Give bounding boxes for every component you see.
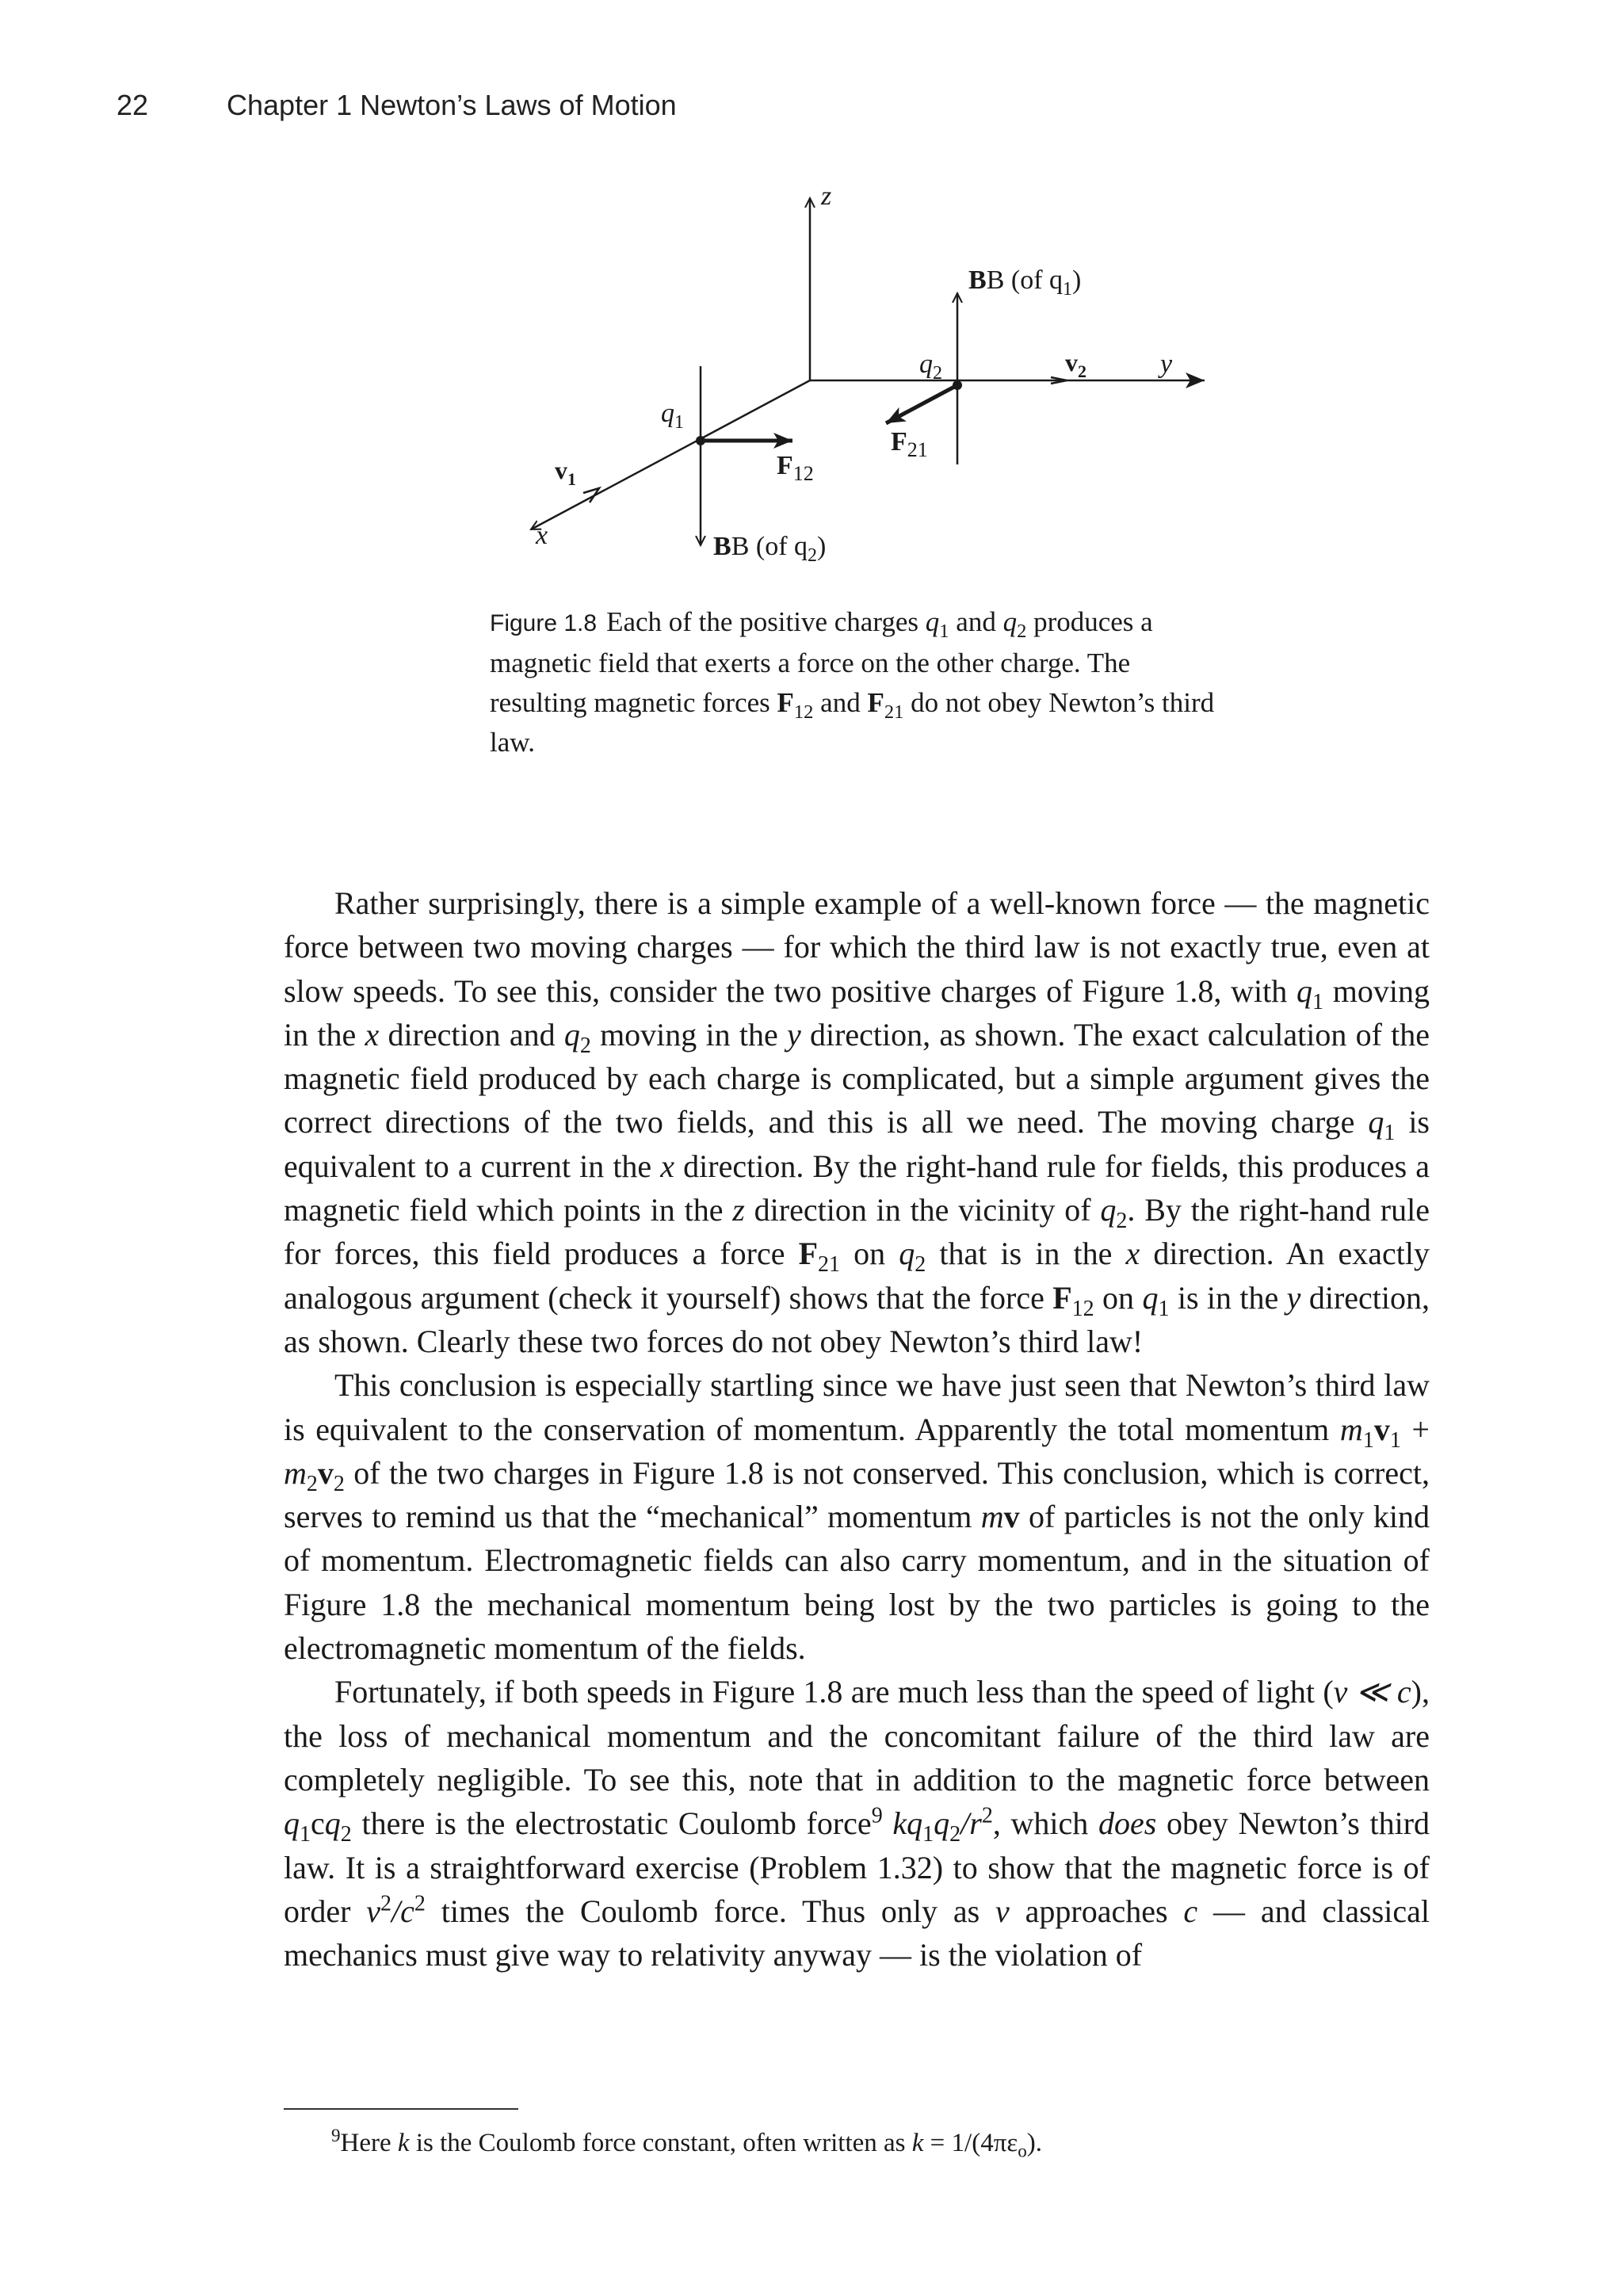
b-of-q2-label: BB (of $q_2$) (713, 532, 827, 566)
figure-diagram (0, 0, 1623, 571)
q1-charge-dot (696, 436, 705, 445)
f21-arrow (886, 385, 957, 423)
f21-label: $F_{21}$ (891, 427, 928, 461)
q2-label: $q_2$ (919, 350, 942, 384)
v1-label: $v_1$ (555, 456, 576, 489)
f12-label: $F_{12}$ (777, 451, 814, 485)
footnote: $^9$Here k is the Coulomb force constant, often written as $k = 1/(4\pi\varepsilon_o)$. (331, 2125, 1043, 2161)
footnote-number: 9 (331, 2125, 341, 2145)
footnote-rule (284, 2108, 518, 2110)
figure-label: Figure 1.8 (490, 610, 598, 636)
paragraph-3: Fortunately, if both speeds in Figure 1.8 are much less than the speed of light (v ≪ c), the loss of mechanical momentum and the concomitant failure of the third law are completely negligible. To see this, note that in addition to the magnetic force between $q_1cq_2$ there is the electrostatic Coulomb force$^9$ $kq_1q_2/r^2$, which does obey Newton’s third law. It is a straightforward exercise (Problem 1.32) to show that the magnetic force is of order $v^2/c^2$ times the Coulomb force. Thus only as v approaches c — and classical mechanics must give way to relativity anyway — is the violation of (284, 1674, 1430, 1973)
v2-label: $v_2$ (1065, 348, 1086, 381)
running-head: Chapter 1 Newton’s Laws of Motion (227, 89, 677, 121)
paragraph-2: This conclusion is especially startling since we have just seen that Newton’s third law is equivalent to the conservation of momentum. Apparently the total momentum $m_1v_1 + m_2v_2$ of the two charges in Figure 1.8 is not conserved. This conclusion, which is correct, serves to remind us that the “mechanical” momentum mv of particles is not the only kind of momentum. Electromagnetic fields can also carry momentum, and in the situation of Figure 1.8 the mechanical momentum being lost by the two particles is going to the electromagnetic momentum of the fields. (284, 1367, 1430, 1667)
b-of-q1-label: BB (of $q_1$) (968, 266, 1082, 300)
paragraph-1: Rather surprisingly, there is a simple example of a well-known force — the magnetic force between two moving charges — for which the third law is not exactly true, even at slow speeds. To see this, consider the two positive charges of Figure 1.8, with $q_1$ moving in the x direction and $q_2$ moving in the y direction, as shown. The exact calculation of the magnetic field produced by each charge is complicated, but a simple argument gives the correct directions of the two fields, and this is all we need. The moving charge $q_1$ is equivalent to a current in the x direction. By the right-hand rule for fields, this produces a magnetic field which points in the z direction in the vicinity of $q_2$. By the right-hand rule for forces, this field produces a force $F_{21}$ on $q_2$ that is in the x direction. An exactly analogous argument (check it yourself) shows that the force $F_{12}$ on $q_1$ is in the y direction, as shown. Clearly these two forces do not obey Newton’s third law! (284, 885, 1430, 1359)
z-axis-label: z (821, 181, 832, 211)
footnote-ref: 9 (871, 1803, 883, 1828)
figure-caption: Figure 1.8 Each of the positive charges $q_1$ and $q_2$ produces a magnetic field that exerts a force on the other charge. The resulting magnetic forces $F_{12}$ and $F_{21}$ do not obey Newton’s third law. (490, 606, 1215, 758)
figure-1-8 (0, 0, 1623, 571)
q1-label: $q_1$ (661, 399, 684, 433)
x-axis-label: x (536, 521, 548, 550)
page-number: 22 (116, 89, 149, 121)
q2-charge-dot (953, 380, 962, 390)
y-axis-label: y (1160, 350, 1173, 379)
body-text (284, 881, 1430, 1977)
